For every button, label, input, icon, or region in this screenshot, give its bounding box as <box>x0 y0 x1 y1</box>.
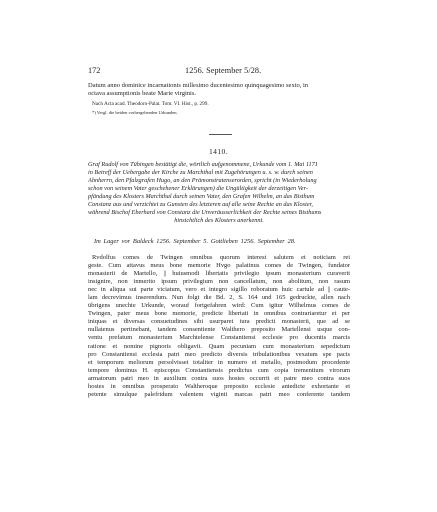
regest <box>88 161 350 225</box>
running-header <box>88 66 350 76</box>
charter-line: petente simulque palefridum valentem viginti marcas patri meo conferente tandem <box>88 390 350 398</box>
charter-line: geste. Cum attavus meus bone memorie Hvgo palatinus comes de Twingen, fundator <box>88 262 350 270</box>
page-number: 172 <box>88 66 101 75</box>
place-date-line: Im Lager vor Baldeck 1256. September 5. Gottlieben 1256. September 28. <box>94 238 296 245</box>
charter-line: armatorum patri meo in auxilium contra suos hostes occurrit et patre meo contra suos <box>88 374 350 382</box>
charter-line: monasterii de Martello, || huiusmodi libertatis privilegio ipsum monasterium curaverit <box>88 270 350 278</box>
charter-line: ventu prefatum monasterium Marchtelense Constantiensi ecclesie pro ducentis marcis <box>88 334 350 342</box>
charter-line: übrigens unechte Urkunde, worauf fortgefahren wird: Cum igitur Wilhelmus comes de <box>88 302 350 310</box>
charter-line: et temporum meliorum persolvisset totaliter in numero et metallo, postmodum procedente <box>88 358 350 366</box>
charter-line: hostes in omnibus prosperato Waltheroque preposito ecclesie antedicte exhortante et <box>88 382 350 390</box>
header-date: 1256. September 5/28. <box>185 66 262 75</box>
regest-line: Constanz aus und verzichtet zu Gunsten des letzteren auf alle seine Rechte an das Kloster, <box>88 201 313 209</box>
charter-line: nullatenus pertinebant, tandem consentiente Walthero preposito Martellensi usque con- <box>88 326 350 334</box>
prev-doc-line: Datum anno dominice incarnationis millesimo ducentesimo quinquagesimo sexto, in <box>88 82 309 89</box>
charter-text <box>88 254 350 399</box>
charter-line: ratione et nomine pignoris obligavit. Quam pecuniam cum monasterium sepedictum <box>88 342 350 350</box>
regest-line: während Bischof Eberhard von Constanz die Unveräusserlichkeit der Rechte seines Bisthums <box>88 209 322 217</box>
regest-line: pfändung des Klosters Marchthal durch seinen Vater, den Grafen Wilhelm, an das Bisthum <box>88 193 315 201</box>
regest-line: schon von seinem Vater geschehener Erklärungen) die Ungültigkeit der derzeitigen Ver- <box>88 185 308 193</box>
charter-line: nec in aliqua sui parte viciatum, vero et integro sigillo roboratum huic cartule ad || cautе- <box>88 286 350 294</box>
footnote: *) Vergl. die beiden vorhergehenden Urkunden. <box>92 110 178 115</box>
regest-line: Ahnherrn, den Pfalzgrafen Hugo, an den Prämonstratenserorden, spricht (in Wiederholung <box>88 177 317 185</box>
charter-line: pro Constantiensi ecclesia patri meo predicto diversis tribulationibus vexatum spe pacis <box>88 350 350 358</box>
source-note: Nach Acta acad. Theodoro-Palat. Tom. VI. Hist., p. 299. <box>92 101 209 107</box>
charter-line: iniquas et diversas consuetudines sibi usurparet iura predicti monasterii, que ad se <box>88 318 350 326</box>
charter-line: Rvdolfus comes de Twingen omnibus quorum interest salutem et noticiam rei <box>92 254 350 261</box>
regest-line: hinsichtlich des Klosters anerkennt. <box>174 217 264 225</box>
regest-line: in Betreff der Uebergabe der Kirche zu Marchthal mit Zugehörungen u. s. w. durch seinen <box>88 169 313 177</box>
charter-line: Twingen, pater meus bone memorie, predicte libertati in omnibus contrariaretur et per <box>88 310 350 318</box>
regest-line: Graf Rudolf von Tübingen bestätigt die, wörtlich aufgenommene, Urkunde vom 1. Mai 1171 <box>88 161 318 168</box>
document-number: 1410. <box>208 147 229 156</box>
section-divider <box>209 134 232 135</box>
prev-doc-line: octava assumptionis beate Marie virginis. <box>88 90 197 97</box>
charter-line: tempore dominus H. episcopus Constantiensis predictus cum copia trementium virorum <box>88 366 350 374</box>
charter-line: lam decrevimus inserendum. Nun folgt die Bd. 2, S. 164 und 165 gedruckte, allen nach <box>88 294 350 302</box>
charter-line: insignire, non inmerito ipsum privilegium non cancellatum, non abolitum, non rasum <box>88 278 350 286</box>
